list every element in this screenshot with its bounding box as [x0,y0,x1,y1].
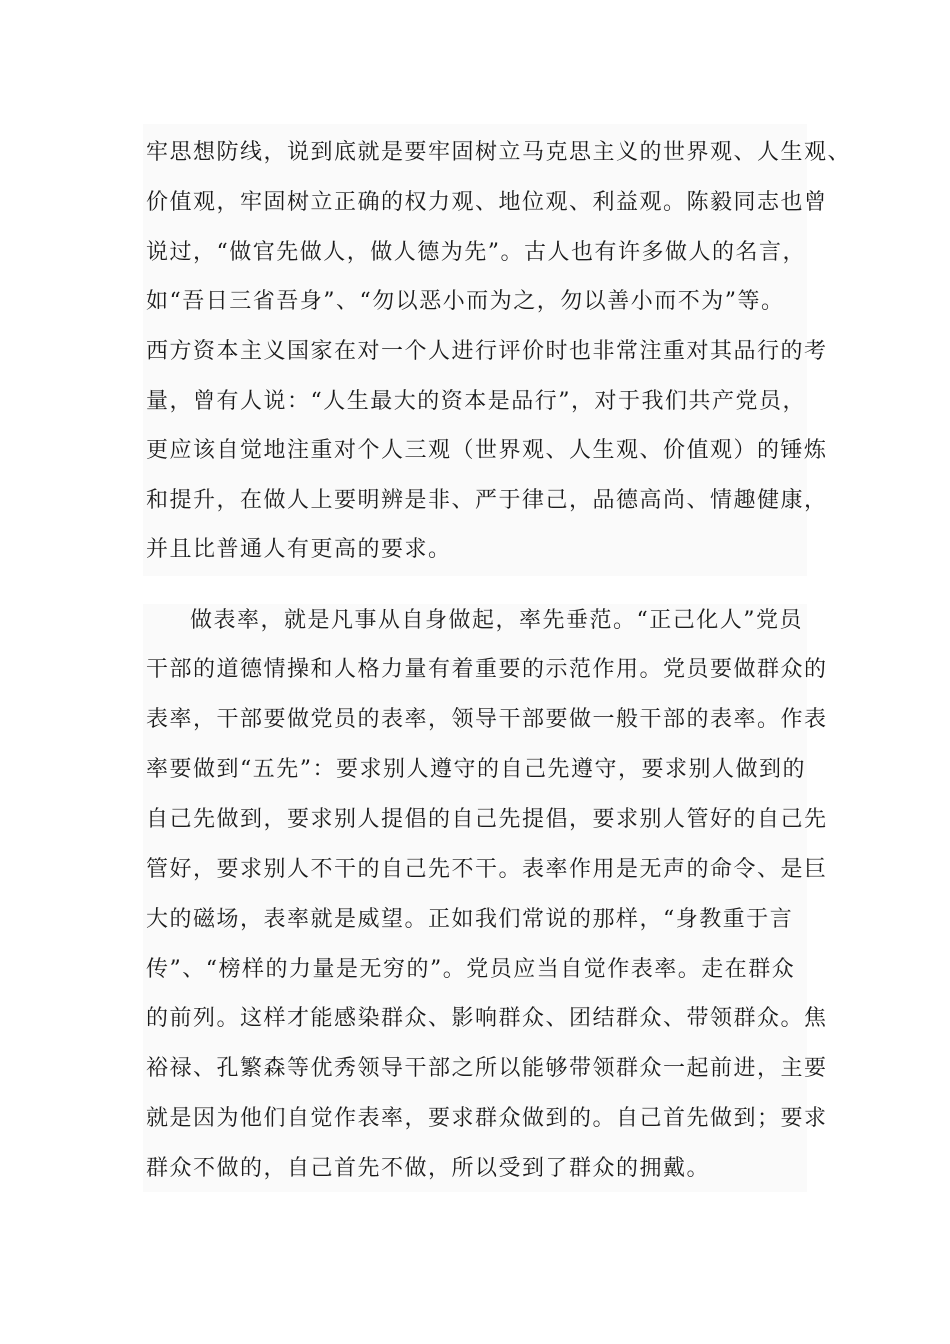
paragraph-line: 管好，要求别人不干的自己先不干。表率作用是无声的命令、是巨 [146,857,828,882]
paragraph-line: 干部的道德情操和人格力量有着重要的示范作用。党员要做群众的 [146,657,828,682]
paragraph-line: 裕禄、孔繁森等优秀领导干部之所以能够带领群众一起前进，主要 [146,1056,828,1081]
paragraph-line: 牢思想防线，说到底就是要牢固树立马克思主义的世界观、人生观、 [146,140,852,165]
paragraph-line: 西方资本主义国家在对一个人进行评价时也非常注重对其品行的考 [146,339,828,364]
paragraph-line: 的前列。这样才能感染群众、影响群众、团结群众、带领群众。焦 [146,1006,828,1031]
paragraph-line: 做表率，就是凡事从自身做起，率先垂范。“正己化人”党员 [190,608,803,633]
paragraph-line: 如“吾日三省吾身”、“勿以恶小而为之，勿以善小而不为”等。 [146,289,785,314]
paragraph-line: 表率，干部要做党员的表率，领导干部要做一般干部的表率。作表 [146,707,828,732]
paragraph-line: 和提升，在做人上要明辨是非、严于律己，品德高尚、情趣健康， [146,488,828,513]
paragraph-line: 群众不做的，自己首先不做，所以受到了群众的拥戴。 [146,1156,711,1181]
paragraph-line: 更应该自觉地注重对个人三观（世界观、人生观、价值观）的锤炼 [146,438,828,463]
paragraph-line: 大的磁场，表率就是威望。正如我们常说的那样，“身教重于言 [146,907,794,932]
paragraph-2 [143,604,828,1192]
paragraph-line: 传”、“榜样的力量是无穷的”。党员应当自觉作表率。走在群众 [146,957,796,982]
paragraph-line: 率要做到“五先”：要求别人遵守的自己先遵守，要求别人做到的 [146,757,806,782]
paragraph-line: 说过，“做官先做人，做人德为先”。古人也有许多做人的名言， [146,240,806,265]
paragraph-line: 自己先做到，要求别人提倡的自己先提倡，要求别人管好的自己先 [146,807,828,832]
paragraph-line: 价值观，牢固树立正确的权力观、地位观、利益观。陈毅同志也曾 [146,190,828,215]
paragraph-line: 就是因为他们自觉作表率，要求群众做到的。自己首先做到；要求 [146,1106,828,1131]
paragraph-line: 并且比普通人有更高的要求。 [146,537,452,562]
paragraph-1 [143,124,852,576]
paragraph-line: 量，曾有人说：“人生最大的资本是品行”，对于我们共产党员， [146,389,806,414]
